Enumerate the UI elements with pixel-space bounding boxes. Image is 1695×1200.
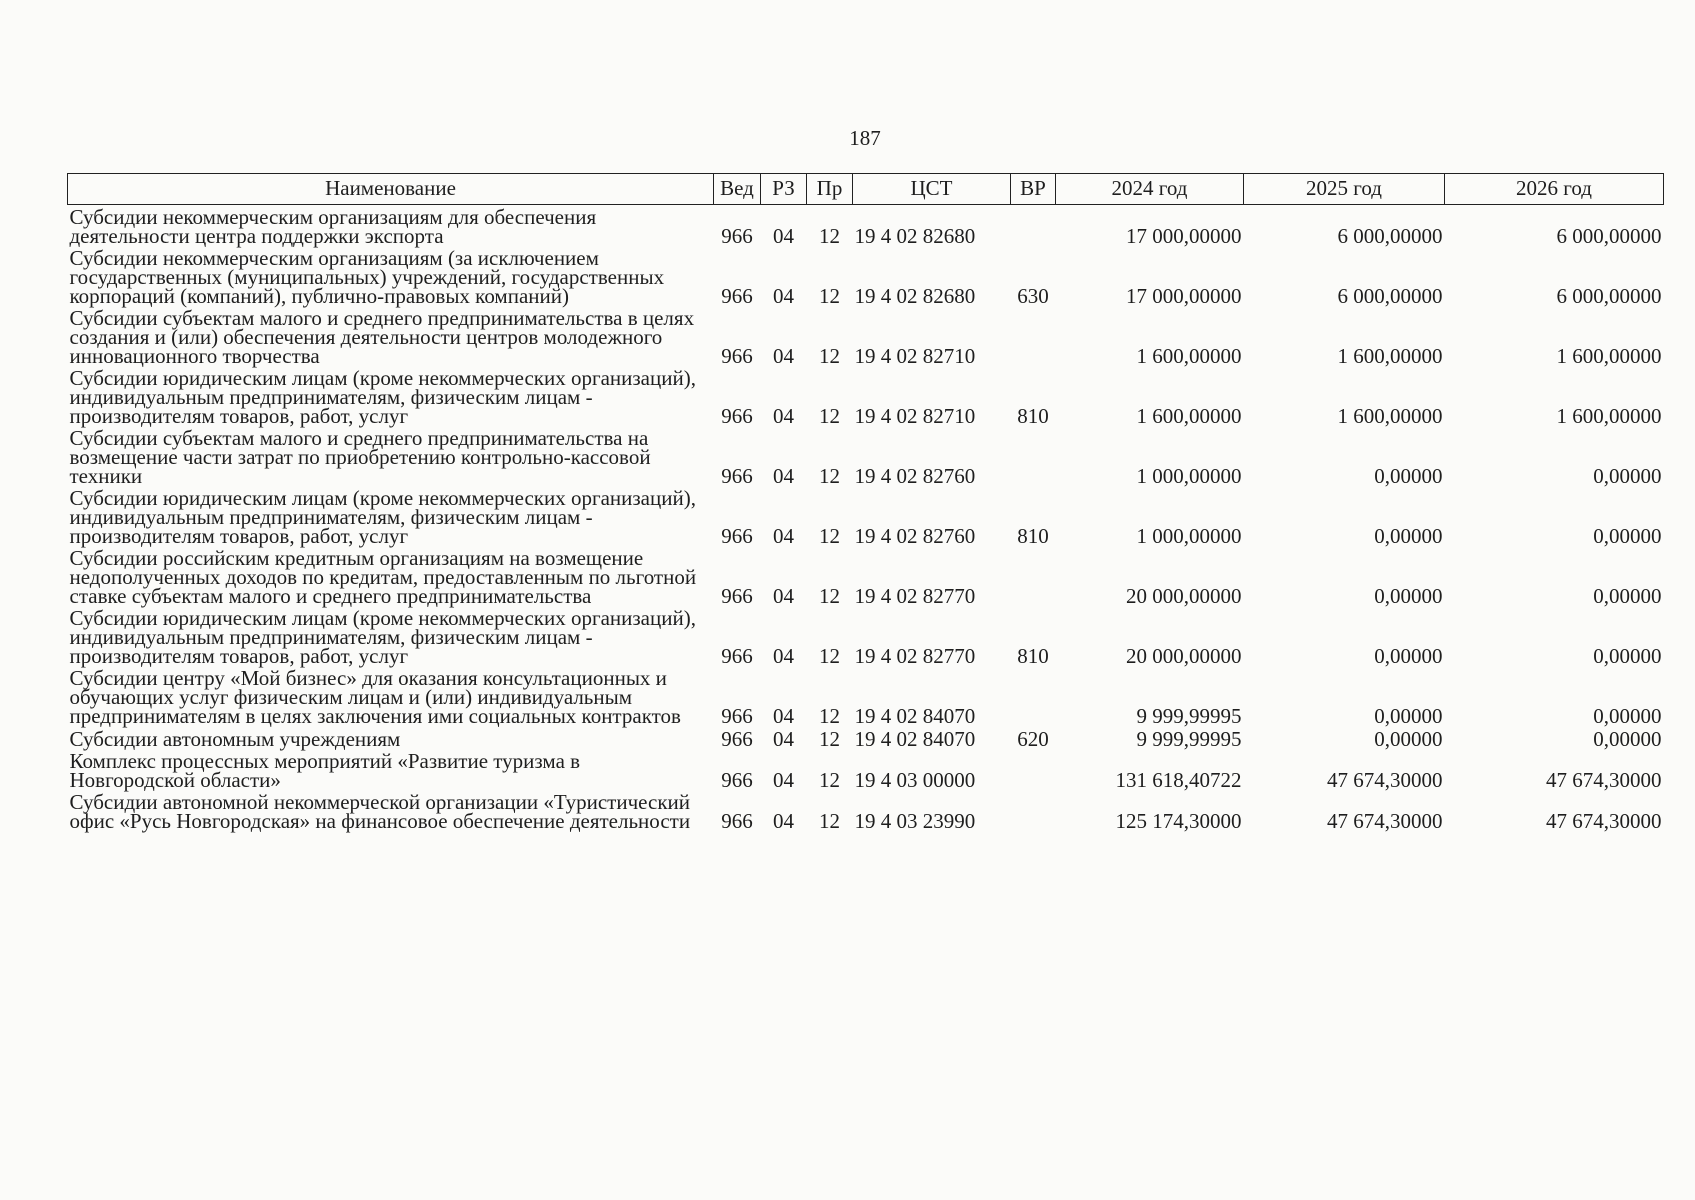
column-header-name: Наименование [68, 174, 714, 205]
row-amount-2024: 125 174,30000 [1115, 809, 1242, 833]
row-name: Субсидии юридическим лицам (кроме некоммерческих организаций), индивидуальным предпринимателям, физическим лицам - производителям товаров, работ, услуг [69, 486, 696, 548]
row-amount-2026: 0,00000 [1593, 464, 1662, 488]
row-amount-2026: 0,00000 [1593, 584, 1662, 608]
table-row [68, 726, 1664, 749]
row-ved: 966 [721, 464, 753, 488]
row-amount-2026: 47 674,30000 [1546, 809, 1662, 833]
row-cst: 19 4 02 82710 [854, 404, 976, 428]
row-rz: 04 [773, 524, 794, 548]
row-amount-2026: 0,00000 [1593, 704, 1662, 728]
row-rz: 04 [773, 224, 794, 248]
row-pr: 12 [819, 284, 840, 308]
row-amount-2026: 0,00000 [1593, 727, 1662, 751]
row-vr: 810 [1017, 644, 1049, 668]
column-header-rz: РЗ [761, 174, 807, 205]
row-ved: 966 [721, 344, 753, 368]
row-amount-2025: 1 600,00000 [1337, 404, 1443, 428]
table-body [68, 205, 1664, 832]
row-pr: 12 [819, 344, 840, 368]
row-vr [1011, 666, 1056, 726]
row-amount-2025: 47 674,30000 [1327, 809, 1443, 833]
row-name: Субсидии субъектам малого и среднего предпринимательства на возмещение части затрат по приобретению контрольно-кассовой техники [69, 426, 651, 488]
row-amount-2025: 0,00000 [1374, 464, 1443, 488]
row-amount-2025: 0,00000 [1374, 644, 1443, 668]
row-amount-2024: 1 000,00000 [1136, 464, 1242, 488]
row-ved: 966 [721, 768, 753, 792]
row-cst: 19 4 03 23990 [854, 809, 976, 833]
column-header-2024: 2024 год [1056, 174, 1244, 205]
row-rz: 04 [773, 704, 794, 728]
row-ved: 966 [721, 284, 753, 308]
row-ved: 966 [721, 644, 753, 668]
column-header-pr: Пр [807, 174, 853, 205]
row-amount-2024: 9 999,99995 [1136, 727, 1242, 751]
row-amount-2026: 47 674,30000 [1546, 768, 1662, 792]
row-amount-2025: 47 674,30000 [1327, 768, 1443, 792]
row-cst: 19 4 02 82710 [854, 344, 976, 368]
row-amount-2025: 0,00000 [1374, 584, 1443, 608]
row-vr [1011, 749, 1056, 790]
column-header-2026: 2026 год [1445, 174, 1664, 205]
row-pr: 12 [819, 464, 840, 488]
row-amount-2024: 131 618,40722 [1115, 768, 1242, 792]
row-name: Субсидии российским кредитным организациям на возмещение недополученных доходов по кредитам, предоставленным по льготной ставке субъектам малого и среднего предпринимательства [69, 546, 697, 608]
table-row [68, 306, 1664, 366]
row-ved: 966 [721, 524, 753, 548]
row-vr [1011, 205, 1056, 247]
row-vr: 810 [1017, 404, 1049, 428]
row-amount-2025: 0,00000 [1374, 704, 1443, 728]
row-amount-2024: 1 000,00000 [1136, 524, 1242, 548]
row-amount-2026: 0,00000 [1593, 644, 1662, 668]
row-cst: 19 4 02 82770 [854, 644, 976, 668]
row-cst: 19 4 03 00000 [854, 768, 976, 792]
row-name: Субсидии юридическим лицам (кроме некоммерческих организаций), индивидуальным предпринимателям, физическим лицам - производителям товаров, работ, услуг [69, 366, 696, 428]
row-name: Субсидии субъектам малого и среднего предпринимательства в целях создания и (или) обеспечения деятельности центров молодежного инновационного творчества [69, 306, 695, 368]
row-cst: 19 4 02 82760 [854, 524, 976, 548]
row-amount-2025: 0,00000 [1374, 727, 1443, 751]
row-vr [1011, 426, 1056, 486]
row-ved: 966 [721, 404, 753, 428]
row-amount-2026: 1 600,00000 [1556, 344, 1662, 368]
row-amount-2024: 20 000,00000 [1126, 584, 1242, 608]
row-cst: 19 4 02 84070 [854, 727, 976, 751]
row-name: Субсидии центру «Мой бизнес» для оказания консультационных и обучающих услуг физическим лицам и (или) индивидуальным предпринимателям в целях заключения ими социальных контрактов [69, 666, 681, 728]
row-amount-2025: 0,00000 [1374, 524, 1443, 548]
table-row [68, 246, 1664, 306]
row-amount-2026: 1 600,00000 [1556, 404, 1662, 428]
row-name: Субсидии юридическим лицам (кроме некоммерческих организаций), индивидуальным предпринимателям, физическим лицам - производителям товаров, работ, услуг [69, 606, 696, 668]
table-row [68, 366, 1664, 426]
row-vr: 620 [1017, 727, 1049, 751]
table-row [68, 205, 1664, 247]
row-amount-2025: 6 000,00000 [1337, 224, 1443, 248]
row-cst: 19 4 02 82680 [854, 284, 976, 308]
row-pr: 12 [819, 704, 840, 728]
row-name: Субсидии автономным учреждениям [69, 727, 401, 751]
row-amount-2024: 20 000,00000 [1126, 644, 1242, 668]
row-ved: 966 [721, 224, 753, 248]
row-pr: 12 [819, 809, 840, 833]
row-name: Комплекс процессных мероприятий «Развитие туризма в Новгородской области» [69, 749, 581, 792]
table-row [68, 426, 1664, 486]
row-rz: 04 [773, 768, 794, 792]
row-rz: 04 [773, 464, 794, 488]
column-header-2025: 2025 год [1244, 174, 1445, 205]
row-amount-2026: 6 000,00000 [1556, 284, 1662, 308]
row-rz: 04 [773, 809, 794, 833]
row-name: Субсидии некоммерческим организациям для обеспечения деятельности центра поддержки экспорта [69, 205, 597, 248]
row-amount-2025: 6 000,00000 [1337, 284, 1443, 308]
table-header-row [68, 174, 1664, 205]
table-row [68, 546, 1664, 606]
row-ved: 966 [721, 584, 753, 608]
row-pr: 12 [819, 404, 840, 428]
row-pr: 12 [819, 584, 840, 608]
row-amount-2024: 1 600,00000 [1136, 344, 1242, 368]
table-row [68, 606, 1664, 666]
table-row [68, 749, 1664, 790]
row-name: Субсидии автономной некоммерческой организации «Туристический офис «Русь Новгородская» на финансовое обеспечение деятельности [69, 790, 691, 833]
row-cst: 19 4 02 84070 [854, 704, 976, 728]
row-rz: 04 [773, 727, 794, 751]
row-cst: 19 4 02 82770 [854, 584, 976, 608]
row-cst: 19 4 02 82680 [854, 224, 976, 248]
row-vr: 630 [1017, 284, 1049, 308]
row-pr: 12 [819, 224, 840, 248]
row-amount-2024: 9 999,99995 [1136, 704, 1242, 728]
budget-table [67, 173, 1664, 831]
row-ved: 966 [721, 727, 753, 751]
row-vr [1011, 546, 1056, 606]
row-ved: 966 [721, 704, 753, 728]
row-vr [1011, 790, 1056, 831]
row-amount-2024: 17 000,00000 [1126, 224, 1242, 248]
row-amount-2026: 0,00000 [1593, 524, 1662, 548]
row-ved: 966 [721, 809, 753, 833]
row-rz: 04 [773, 404, 794, 428]
row-amount-2024: 17 000,00000 [1126, 284, 1242, 308]
row-rz: 04 [773, 584, 794, 608]
row-pr: 12 [819, 727, 840, 751]
row-pr: 12 [819, 768, 840, 792]
row-cst: 19 4 02 82760 [854, 464, 976, 488]
column-header-ved: Вед [714, 174, 761, 205]
table-row [68, 486, 1664, 546]
row-amount-2024: 1 600,00000 [1136, 404, 1242, 428]
row-rz: 04 [773, 344, 794, 368]
row-vr [1011, 306, 1056, 366]
row-name: Субсидии некоммерческим организациям (за исключением государственных (муниципальных) учреждений, государственных корпораций (компаний), публично-правовых компаний) [69, 246, 665, 308]
row-pr: 12 [819, 524, 840, 548]
row-amount-2025: 1 600,00000 [1337, 344, 1443, 368]
table-row [68, 666, 1664, 726]
column-header-vr: ВР [1011, 174, 1056, 205]
row-rz: 04 [773, 644, 794, 668]
column-header-cst: ЦСТ [853, 174, 1011, 205]
page-number: 187 [849, 126, 881, 150]
row-rz: 04 [773, 284, 794, 308]
row-vr: 810 [1017, 524, 1049, 548]
row-pr: 12 [819, 644, 840, 668]
table-row [68, 790, 1664, 831]
row-amount-2026: 6 000,00000 [1556, 224, 1662, 248]
